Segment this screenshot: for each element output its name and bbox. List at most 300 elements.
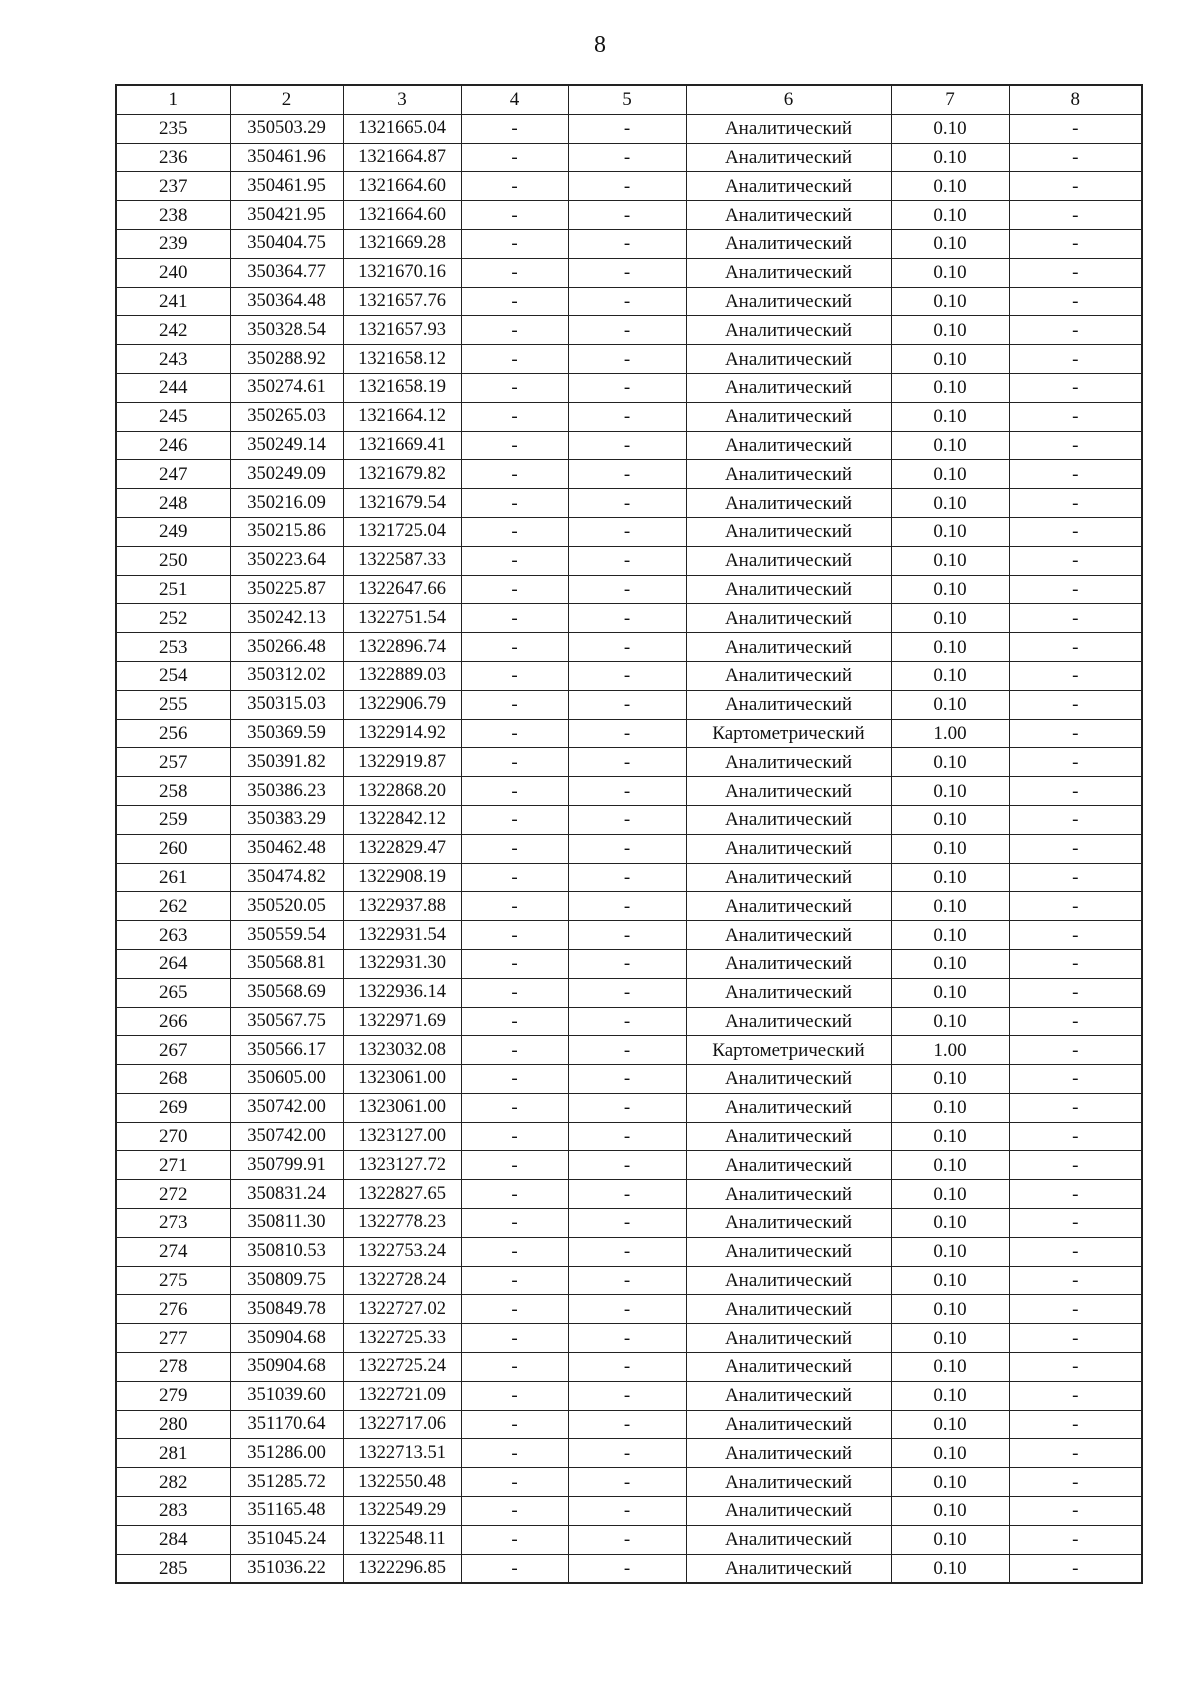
table-cell-col-5: -	[568, 1266, 686, 1295]
table-cell-col-5: -	[568, 172, 686, 201]
table-row	[116, 460, 1142, 489]
table-cell-col-5: -	[568, 748, 686, 777]
table-cell-col-4: -	[461, 201, 568, 230]
table-cell-col-6: Аналитический	[686, 1381, 891, 1410]
table-cell-col-3: 1321669.41	[343, 431, 461, 460]
table-cell-col-5: -	[568, 460, 686, 489]
table-cell-col-8: -	[1009, 1554, 1142, 1583]
table-cell-col-4: -	[461, 1554, 568, 1583]
table-cell-col-8: -	[1009, 1036, 1142, 1065]
table-cell-col-3: 1322717.06	[343, 1410, 461, 1439]
table-body	[116, 114, 1142, 1583]
table-cell-col-4: -	[461, 1381, 568, 1410]
table-cell-col-5: -	[568, 517, 686, 546]
column-header-3: 3	[343, 85, 461, 114]
table-cell-col-1: 237	[116, 172, 230, 201]
table-cell-col-5: -	[568, 604, 686, 633]
table-cell-col-7: 0.10	[891, 1122, 1009, 1151]
table-cell-col-6: Аналитический	[686, 978, 891, 1007]
table-cell-col-3: 1323127.72	[343, 1151, 461, 1180]
table-row	[116, 1497, 1142, 1526]
table-cell-col-8: -	[1009, 863, 1142, 892]
table-cell-col-6: Аналитический	[686, 1439, 891, 1468]
table-cell-col-5: -	[568, 805, 686, 834]
table-cell-col-7: 0.10	[891, 1410, 1009, 1439]
table-cell-col-5: -	[568, 1525, 686, 1554]
table-cell-col-8: -	[1009, 748, 1142, 777]
table-cell-col-7: 0.10	[891, 1497, 1009, 1526]
table-cell-col-1: 253	[116, 633, 230, 662]
table-cell-col-1: 283	[116, 1497, 230, 1526]
table-cell-col-2: 350566.17	[230, 1036, 343, 1065]
table-row	[116, 1554, 1142, 1583]
table-cell-col-8: -	[1009, 489, 1142, 518]
table-cell-col-8: -	[1009, 460, 1142, 489]
table-cell-col-7: 0.10	[891, 1209, 1009, 1238]
table-cell-col-8: -	[1009, 1266, 1142, 1295]
table-cell-col-6: Аналитический	[686, 1525, 891, 1554]
table-cell-col-7: 0.10	[891, 949, 1009, 978]
table-row	[116, 661, 1142, 690]
table-cell-col-3: 1322889.03	[343, 661, 461, 690]
table-cell-col-7: 0.10	[891, 345, 1009, 374]
table-cell-col-1: 277	[116, 1324, 230, 1353]
table-cell-col-6: Аналитический	[686, 258, 891, 287]
table-cell-col-6: Аналитический	[686, 1180, 891, 1209]
table-cell-col-5: -	[568, 345, 686, 374]
table-cell-col-7: 0.10	[891, 1093, 1009, 1122]
table-cell-col-3: 1322725.24	[343, 1353, 461, 1382]
table-cell-col-7: 0.10	[891, 229, 1009, 258]
table-cell-col-4: -	[461, 719, 568, 748]
table-cell-col-7: 0.10	[891, 1007, 1009, 1036]
table-cell-col-7: 0.10	[891, 1439, 1009, 1468]
table-cell-col-3: 1322931.30	[343, 949, 461, 978]
table-cell-col-5: -	[568, 1065, 686, 1094]
table-cell-col-8: -	[1009, 172, 1142, 201]
table-cell-col-4: -	[461, 1036, 568, 1065]
table-cell-col-2: 350462.48	[230, 834, 343, 863]
table-cell-col-3: 1322906.79	[343, 690, 461, 719]
table-cell-col-1: 276	[116, 1295, 230, 1324]
table-cell-col-4: -	[461, 1295, 568, 1324]
table-cell-col-6: Аналитический	[686, 777, 891, 806]
table-cell-col-5: -	[568, 1093, 686, 1122]
table-cell-col-3: 1321665.04	[343, 114, 461, 143]
table-cell-col-4: -	[461, 575, 568, 604]
table-cell-col-5: -	[568, 1439, 686, 1468]
table-cell-col-4: -	[461, 1093, 568, 1122]
table-cell-col-8: -	[1009, 1497, 1142, 1526]
table-cell-col-2: 350364.77	[230, 258, 343, 287]
table-cell-col-6: Аналитический	[686, 863, 891, 892]
table-cell-col-5: -	[568, 201, 686, 230]
table-header-row	[116, 85, 1142, 114]
table-cell-col-2: 350386.23	[230, 777, 343, 806]
table-cell-col-7: 0.10	[891, 1468, 1009, 1497]
table-cell-col-5: -	[568, 1237, 686, 1266]
table-cell-col-8: -	[1009, 1525, 1142, 1554]
table-cell-col-8: -	[1009, 604, 1142, 633]
table-cell-col-8: -	[1009, 1122, 1142, 1151]
table-cell-col-2: 351165.48	[230, 1497, 343, 1526]
table-cell-col-4: -	[461, 1237, 568, 1266]
table-cell-col-2: 350831.24	[230, 1180, 343, 1209]
table-cell-col-6: Аналитический	[686, 1410, 891, 1439]
table-cell-col-2: 350461.95	[230, 172, 343, 201]
table-row	[116, 1151, 1142, 1180]
table-row	[116, 575, 1142, 604]
table-cell-col-1: 280	[116, 1410, 230, 1439]
table-cell-col-1: 284	[116, 1525, 230, 1554]
table-cell-col-1: 246	[116, 431, 230, 460]
table-cell-col-5: -	[568, 863, 686, 892]
table-cell-col-6: Картометрический	[686, 1036, 891, 1065]
table-cell-col-7: 0.10	[891, 978, 1009, 1007]
table-cell-col-1: 279	[116, 1381, 230, 1410]
table-cell-col-7: 0.10	[891, 690, 1009, 719]
table-cell-col-7: 0.10	[891, 201, 1009, 230]
table-cell-col-5: -	[568, 1381, 686, 1410]
table-row	[116, 431, 1142, 460]
table-cell-col-1: 259	[116, 805, 230, 834]
table-cell-col-6: Аналитический	[686, 114, 891, 143]
table-cell-col-8: -	[1009, 402, 1142, 431]
table-row	[116, 690, 1142, 719]
table-row	[116, 1093, 1142, 1122]
table-cell-col-1: 257	[116, 748, 230, 777]
table-cell-col-5: -	[568, 1353, 686, 1382]
table-cell-col-1: 255	[116, 690, 230, 719]
table-cell-col-1: 238	[116, 201, 230, 230]
table-cell-col-2: 350809.75	[230, 1266, 343, 1295]
table-cell-col-5: -	[568, 1007, 686, 1036]
table-cell-col-4: -	[461, 748, 568, 777]
table-cell-col-3: 1322842.12	[343, 805, 461, 834]
table-cell-col-4: -	[461, 489, 568, 518]
table-cell-col-3: 1322728.24	[343, 1266, 461, 1295]
table-cell-col-7: 0.10	[891, 1065, 1009, 1094]
table-cell-col-6: Аналитический	[686, 1324, 891, 1353]
table-cell-col-7: 0.10	[891, 287, 1009, 316]
table-cell-col-5: -	[568, 1180, 686, 1209]
table-cell-col-6: Аналитический	[686, 546, 891, 575]
table-cell-col-3: 1321658.12	[343, 345, 461, 374]
table-cell-col-8: -	[1009, 805, 1142, 834]
table-cell-col-7: 0.10	[891, 1525, 1009, 1554]
table-cell-col-3: 1322713.51	[343, 1439, 461, 1468]
table-cell-col-7: 0.10	[891, 546, 1009, 575]
table-cell-col-5: -	[568, 316, 686, 345]
table-cell-col-6: Аналитический	[686, 460, 891, 489]
table-cell-col-5: -	[568, 546, 686, 575]
table-cell-col-3: 1322548.11	[343, 1525, 461, 1554]
table-cell-col-3: 1322971.69	[343, 1007, 461, 1036]
table-cell-col-4: -	[461, 863, 568, 892]
table-cell-col-3: 1322829.47	[343, 834, 461, 863]
table-cell-col-2: 350364.48	[230, 287, 343, 316]
table-cell-col-7: 0.10	[891, 1266, 1009, 1295]
table-cell-col-7: 0.10	[891, 834, 1009, 863]
table-cell-col-2: 350474.82	[230, 863, 343, 892]
table-cell-col-1: 262	[116, 892, 230, 921]
table-cell-col-4: -	[461, 805, 568, 834]
table-cell-col-6: Аналитический	[686, 1554, 891, 1583]
table-cell-col-4: -	[461, 373, 568, 402]
table-cell-col-2: 350328.54	[230, 316, 343, 345]
coordinates-table	[115, 84, 1143, 1584]
table-cell-col-6: Аналитический	[686, 143, 891, 172]
table-cell-col-5: -	[568, 1468, 686, 1497]
table-cell-col-6: Аналитический	[686, 633, 891, 662]
table-cell-col-2: 351045.24	[230, 1525, 343, 1554]
table-cell-col-4: -	[461, 431, 568, 460]
table-cell-col-8: -	[1009, 1468, 1142, 1497]
table-cell-col-7: 0.10	[891, 402, 1009, 431]
table-cell-col-8: -	[1009, 517, 1142, 546]
table-cell-col-6: Аналитический	[686, 834, 891, 863]
table-cell-col-3: 1321664.60	[343, 172, 461, 201]
table-cell-col-8: -	[1009, 1237, 1142, 1266]
table-row	[116, 892, 1142, 921]
table-cell-col-7: 0.10	[891, 489, 1009, 518]
table-cell-col-6: Картометрический	[686, 719, 891, 748]
table-cell-col-4: -	[461, 258, 568, 287]
table-cell-col-1: 269	[116, 1093, 230, 1122]
table-cell-col-4: -	[461, 834, 568, 863]
table-cell-col-4: -	[461, 690, 568, 719]
table-cell-col-6: Аналитический	[686, 690, 891, 719]
table-cell-col-8: -	[1009, 1093, 1142, 1122]
table-row	[116, 863, 1142, 892]
table-cell-col-8: -	[1009, 690, 1142, 719]
table-cell-col-4: -	[461, 1266, 568, 1295]
table-cell-col-8: -	[1009, 1007, 1142, 1036]
table-cell-col-2: 350567.75	[230, 1007, 343, 1036]
table-cell-col-1: 263	[116, 921, 230, 950]
table-row	[116, 1353, 1142, 1382]
table-cell-col-5: -	[568, 258, 686, 287]
table-row	[116, 258, 1142, 287]
table-cell-col-7: 0.10	[891, 1237, 1009, 1266]
table-cell-col-8: -	[1009, 143, 1142, 172]
table-cell-col-3: 1322725.33	[343, 1324, 461, 1353]
table-cell-col-7: 1.00	[891, 719, 1009, 748]
table-cell-col-4: -	[461, 1122, 568, 1151]
table-cell-col-3: 1322753.24	[343, 1237, 461, 1266]
table-row	[116, 978, 1142, 1007]
table-cell-col-8: -	[1009, 777, 1142, 806]
table-cell-col-7: 0.10	[891, 805, 1009, 834]
table-cell-col-8: -	[1009, 892, 1142, 921]
table-cell-col-2: 351036.22	[230, 1554, 343, 1583]
table-cell-col-8: -	[1009, 114, 1142, 143]
table-cell-col-4: -	[461, 892, 568, 921]
table-cell-col-3: 1322908.19	[343, 863, 461, 892]
table-cell-col-8: -	[1009, 719, 1142, 748]
table-cell-col-6: Аналитический	[686, 287, 891, 316]
table-cell-col-4: -	[461, 517, 568, 546]
table-cell-col-6: Аналитический	[686, 1468, 891, 1497]
table-cell-col-6: Аналитический	[686, 431, 891, 460]
table-cell-col-2: 350216.09	[230, 489, 343, 518]
table-cell-col-7: 0.10	[891, 431, 1009, 460]
table-cell-col-5: -	[568, 949, 686, 978]
table-cell-col-6: Аналитический	[686, 345, 891, 374]
table-cell-col-3: 1321669.28	[343, 229, 461, 258]
table-cell-col-8: -	[1009, 1065, 1142, 1094]
table-cell-col-4: -	[461, 1525, 568, 1554]
table-cell-col-1: 240	[116, 258, 230, 287]
table-cell-col-4: -	[461, 1007, 568, 1036]
table-cell-col-1: 271	[116, 1151, 230, 1180]
table-cell-col-2: 350811.30	[230, 1209, 343, 1238]
table-cell-col-5: -	[568, 1036, 686, 1065]
table-cell-col-3: 1321657.93	[343, 316, 461, 345]
table-cell-col-5: -	[568, 229, 686, 258]
table-cell-col-8: -	[1009, 661, 1142, 690]
table-cell-col-2: 350274.61	[230, 373, 343, 402]
table-cell-col-1: 258	[116, 777, 230, 806]
table-row	[116, 1122, 1142, 1151]
table-cell-col-6: Аналитический	[686, 402, 891, 431]
table-cell-col-5: -	[568, 431, 686, 460]
column-header-1: 1	[116, 85, 230, 114]
table-cell-col-1: 251	[116, 575, 230, 604]
table-cell-col-2: 350404.75	[230, 229, 343, 258]
column-header-6: 6	[686, 85, 891, 114]
page-number: 8	[594, 32, 606, 58]
table-cell-col-2: 351286.00	[230, 1439, 343, 1468]
table-row	[116, 1036, 1142, 1065]
table-row	[116, 805, 1142, 834]
table-cell-col-6: Аналитический	[686, 316, 891, 345]
table-cell-col-8: -	[1009, 316, 1142, 345]
table-cell-col-7: 0.10	[891, 604, 1009, 633]
column-header-2: 2	[230, 85, 343, 114]
table-cell-col-2: 350266.48	[230, 633, 343, 662]
table-cell-col-2: 350742.00	[230, 1122, 343, 1151]
table-cell-col-4: -	[461, 316, 568, 345]
table-cell-col-4: -	[461, 949, 568, 978]
table-cell-col-4: -	[461, 287, 568, 316]
table-cell-col-3: 1322751.54	[343, 604, 461, 633]
table-cell-col-4: -	[461, 114, 568, 143]
table-cell-col-3: 1322549.29	[343, 1497, 461, 1526]
table-row	[116, 1007, 1142, 1036]
table-cell-col-8: -	[1009, 949, 1142, 978]
table-cell-col-8: -	[1009, 373, 1142, 402]
table-cell-col-2: 350391.82	[230, 748, 343, 777]
table-cell-col-6: Аналитический	[686, 748, 891, 777]
table-cell-col-7: 0.10	[891, 258, 1009, 287]
table-cell-col-2: 350369.59	[230, 719, 343, 748]
table-cell-col-3: 1322778.23	[343, 1209, 461, 1238]
table-cell-col-5: -	[568, 892, 686, 921]
table-cell-col-3: 1321679.54	[343, 489, 461, 518]
table-cell-col-6: Аналитический	[686, 921, 891, 950]
table-cell-col-1: 273	[116, 1209, 230, 1238]
table-cell-col-6: Аналитический	[686, 949, 891, 978]
table-cell-col-2: 350242.13	[230, 604, 343, 633]
table-cell-col-6: Аналитический	[686, 1122, 891, 1151]
table-row	[116, 1381, 1142, 1410]
table-cell-col-1: 250	[116, 546, 230, 575]
table-cell-col-5: -	[568, 690, 686, 719]
table-cell-col-3: 1322587.33	[343, 546, 461, 575]
table-cell-col-3: 1322721.09	[343, 1381, 461, 1410]
table-cell-col-8: -	[1009, 1353, 1142, 1382]
table-cell-col-6: Аналитический	[686, 1353, 891, 1382]
table-cell-col-2: 350849.78	[230, 1295, 343, 1324]
table-row	[116, 1209, 1142, 1238]
table-cell-col-2: 350265.03	[230, 402, 343, 431]
table-cell-col-7: 0.10	[891, 1353, 1009, 1382]
table-cell-col-7: 0.10	[891, 921, 1009, 950]
table-cell-col-1: 268	[116, 1065, 230, 1094]
table-cell-col-5: -	[568, 978, 686, 1007]
table-cell-col-6: Аналитический	[686, 604, 891, 633]
table-row	[116, 921, 1142, 950]
table-cell-col-2: 350568.69	[230, 978, 343, 1007]
table-cell-col-2: 351285.72	[230, 1468, 343, 1497]
table-row	[116, 1525, 1142, 1554]
table-cell-col-5: -	[568, 114, 686, 143]
table-cell-col-2: 350421.95	[230, 201, 343, 230]
table-cell-col-8: -	[1009, 575, 1142, 604]
table-cell-col-1: 245	[116, 402, 230, 431]
table-cell-col-1: 265	[116, 978, 230, 1007]
table-cell-col-6: Аналитический	[686, 517, 891, 546]
table-cell-col-1: 282	[116, 1468, 230, 1497]
table-cell-col-2: 350315.03	[230, 690, 343, 719]
table-cell-col-4: -	[461, 1324, 568, 1353]
table-cell-col-1: 252	[116, 604, 230, 633]
table-cell-col-1: 249	[116, 517, 230, 546]
table-cell-col-4: -	[461, 1497, 568, 1526]
table-cell-col-5: -	[568, 1410, 686, 1439]
table-cell-col-7: 0.10	[891, 1295, 1009, 1324]
table-cell-col-7: 0.10	[891, 316, 1009, 345]
column-header-8: 8	[1009, 85, 1142, 114]
table-cell-col-3: 1322931.54	[343, 921, 461, 950]
table-cell-col-7: 1.00	[891, 1036, 1009, 1065]
table-cell-col-2: 350904.68	[230, 1324, 343, 1353]
table-cell-col-8: -	[1009, 1209, 1142, 1238]
table-cell-col-8: -	[1009, 1439, 1142, 1468]
table-cell-col-4: -	[461, 345, 568, 374]
table-cell-col-5: -	[568, 402, 686, 431]
table-cell-col-5: -	[568, 921, 686, 950]
table-cell-col-8: -	[1009, 201, 1142, 230]
table-cell-col-8: -	[1009, 546, 1142, 575]
table-row	[116, 1180, 1142, 1209]
table-cell-col-8: -	[1009, 633, 1142, 662]
table-cell-col-2: 350215.86	[230, 517, 343, 546]
table-cell-col-2: 350568.81	[230, 949, 343, 978]
table-row	[116, 402, 1142, 431]
table-row	[116, 201, 1142, 230]
table-cell-col-8: -	[1009, 1180, 1142, 1209]
table-cell-col-5: -	[568, 143, 686, 172]
table-cell-col-2: 350249.09	[230, 460, 343, 489]
table-cell-col-7: 0.10	[891, 777, 1009, 806]
table-cell-col-7: 0.10	[891, 1180, 1009, 1209]
table-cell-col-3: 1321679.82	[343, 460, 461, 489]
table-cell-col-5: -	[568, 1151, 686, 1180]
table-cell-col-3: 1321664.60	[343, 201, 461, 230]
table-row	[116, 777, 1142, 806]
